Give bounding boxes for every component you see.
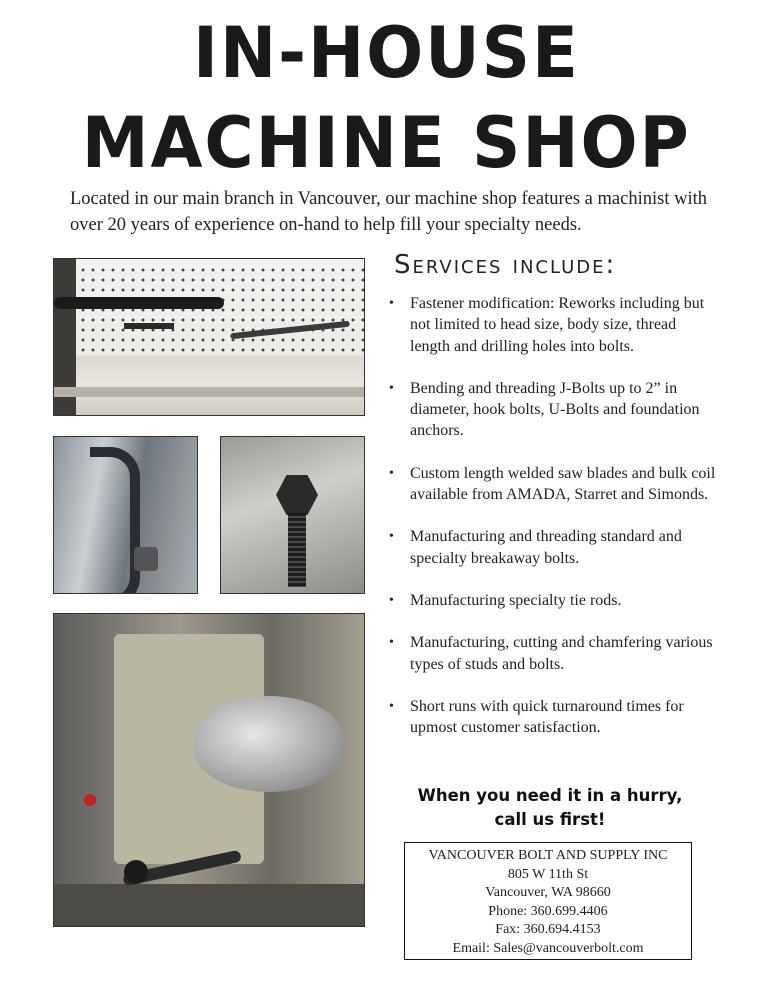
page-title-line-1: IN-HOUSE: [193, 12, 580, 94]
service-item: • Short runs with quick turnaround times for upmost customer satisfaction.: [389, 696, 719, 739]
tagline-line-2: call us first!: [494, 810, 606, 829]
fax-number: Fax: 360.694.4153: [495, 922, 601, 937]
service-item: • Bending and threading J-Bolts up to 2” in diameter, hook bolts, U-Bolts and foundation anchors.: [389, 378, 719, 442]
company-name: VANCOUVER BOLT AND SUPPLY INC: [428, 848, 668, 863]
email-address: Email: Sales@vancouverbolt.com: [452, 940, 644, 956]
page-title-line-2: MACHINE SHOP: [81, 102, 692, 184]
lathe-photo: [53, 613, 365, 927]
service-item: • Manufacturing and threading standard and specialty breakaway bolts.: [389, 526, 719, 569]
service-item: • Manufacturing specialty tie rods.: [389, 590, 719, 611]
services-list: [389, 293, 719, 738]
service-item: • Fastener modification: Reworks including but not limited to head size, body size, thread length and drilling holes into bolts.: [389, 293, 719, 357]
tagline: [400, 784, 700, 832]
service-item: • Custom length welded saw blades and bulk coil available from AMADA, Starret and Simonds.: [389, 463, 719, 506]
service-item: • Manufacturing, cutting and chamfering various types of studs and bolts.: [389, 632, 719, 675]
city-address: Vancouver, WA 98660: [485, 885, 611, 900]
tagline-line-1: When you need it in a hurry,: [417, 786, 683, 805]
hex-bolt-photo: [220, 436, 365, 594]
pegboard-photo: [53, 258, 365, 416]
services-heading: Services include:: [394, 250, 617, 280]
phone-number: Phone: 360.699.4406: [488, 903, 608, 919]
u-bolt-clamp-photo: [53, 436, 198, 594]
street-address: 805 W 11th St: [507, 866, 589, 882]
intro-paragraph: Located in our main branch in Vancouver, our machine shop features a machinist with over 20 years of experience on-hand to help fill your specialty needs.: [70, 189, 707, 235]
contact-box: [404, 842, 692, 960]
